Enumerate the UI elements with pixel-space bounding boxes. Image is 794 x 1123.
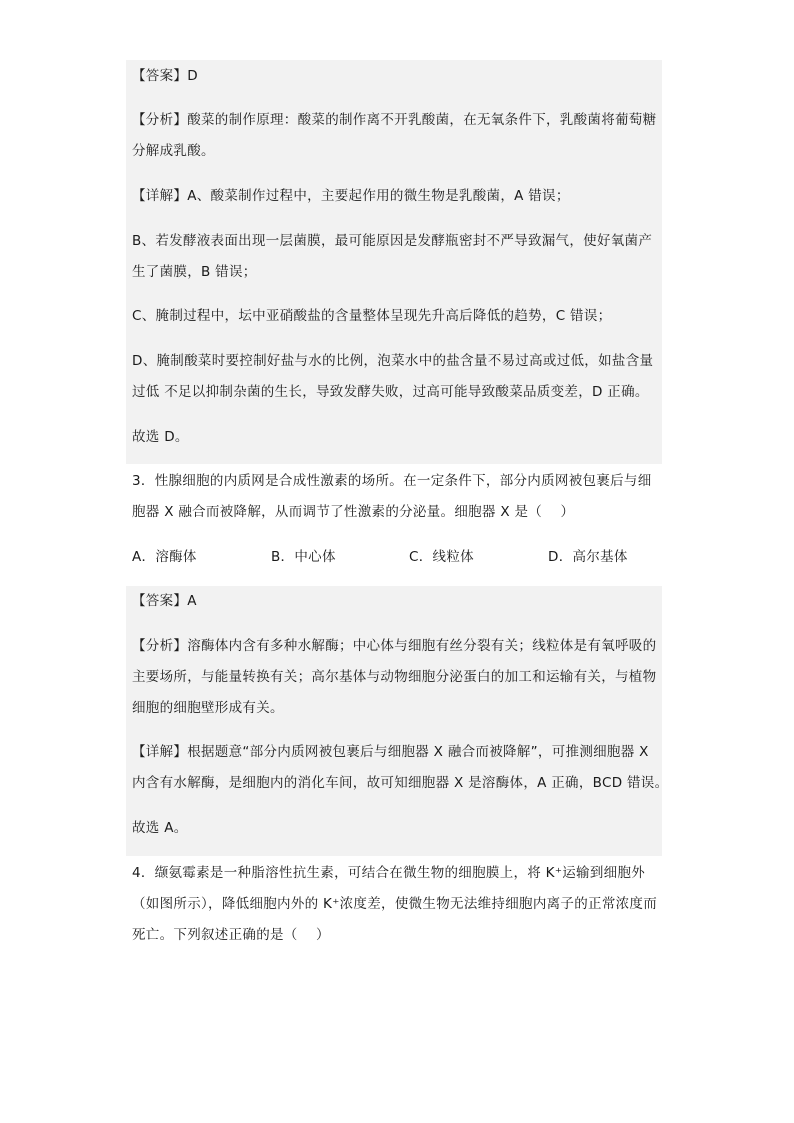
q3-detail-line-1: 【详解】根据题意“部分内质网被包裹后与细胞器 X 融合而被降解”，可推测细胞器 X xyxy=(132,744,649,760)
q3-option-d: D．高尔基体 xyxy=(548,549,628,565)
q2-analysis-line-2: 分解成乳酸。 xyxy=(132,143,215,159)
q2-conclusion: 故选 D。 xyxy=(132,429,189,445)
q4-stem-line-2: （如图所示），降低细胞内外的 K⁺浓度差，使微生物无法维持细胞内离子的正常浓度而 xyxy=(132,896,658,912)
q2-detail-line-3: 生了菌膜，B 错误； xyxy=(132,264,257,280)
q2-detail-line-6: 过低 不足以抑制杂菌的生长，导致发酵失败，过高可能导致酸菜品质变差，D 正确。 xyxy=(132,384,649,400)
q3-option-c: C．线粒体 xyxy=(409,549,474,565)
q3-answer: 【答案】A xyxy=(132,593,197,609)
q2-detail-line-2: B、若发酵液表面出现一层菌膜，最可能原因是发酵瓶密封不严导致漏气，使好氧菌产 xyxy=(132,233,653,249)
q3-stem-line-2: 胞器 X 融合而被降解，从而调节了性激素的分泌量。细胞器 X 是（ ） xyxy=(132,504,575,520)
q2-detail-line-5: D、腌制酸菜时要控制好盐与水的比例，泡菜水中的盐含量不易过高或过低，如盐含量 xyxy=(132,353,654,369)
q2-detail-line-1: 【详解】A、酸菜制作过程中，主要起作用的微生物是乳酸菌，A 错误； xyxy=(132,188,570,204)
answer-block-q3 xyxy=(126,586,662,856)
q2-detail-line-4: C、腌制过程中，坛中亚硝酸盐的含量整体呈现先升高后降低的趋势，C 错误； xyxy=(132,308,612,324)
q3-analysis-line-2: 主要场所，与能量转换有关；高尔基体与动物细胞分泌蛋白的加工和运输有关，与植物 xyxy=(132,669,657,685)
q3-option-a: A．溶酶体 xyxy=(132,549,197,565)
q4-stem-line-1: 4．缬氨霉素是一种脂溶性抗生素，可结合在微生物的细胞膜上，将 K⁺运输到细胞外 xyxy=(132,865,646,881)
q3-detail-line-2: 内含有水解酶，是细胞内的消化车间，故可知细胞器 X 是溶酶体，A 正确，BCD 错误。 xyxy=(132,775,669,791)
q3-analysis-line-1: 【分析】溶酶体内含有多种水解酶；中心体与细胞有丝分裂有关；线粒体是有氧呼吸的 xyxy=(132,638,657,654)
q3-option-b: B．中心体 xyxy=(271,549,336,565)
q3-conclusion: 故选 A。 xyxy=(132,820,188,836)
q2-analysis-line-1: 【分析】酸菜的制作原理：酸菜的制作离不开乳酸菌，在无氧条件下，乳酸菌将葡萄糖 xyxy=(132,112,657,128)
q3-stem-line-1: 3．性腺细胞的内质网是合成性激素的场所。在一定条件下，部分内质网被包裹后与细 xyxy=(132,473,652,489)
q3-analysis-line-3: 细胞的细胞壁形成有关。 xyxy=(132,700,284,716)
q4-stem-line-3: 死亡。下列叙述正确的是（ ） xyxy=(132,927,330,943)
q2-answer: 【答案】D xyxy=(132,68,198,84)
